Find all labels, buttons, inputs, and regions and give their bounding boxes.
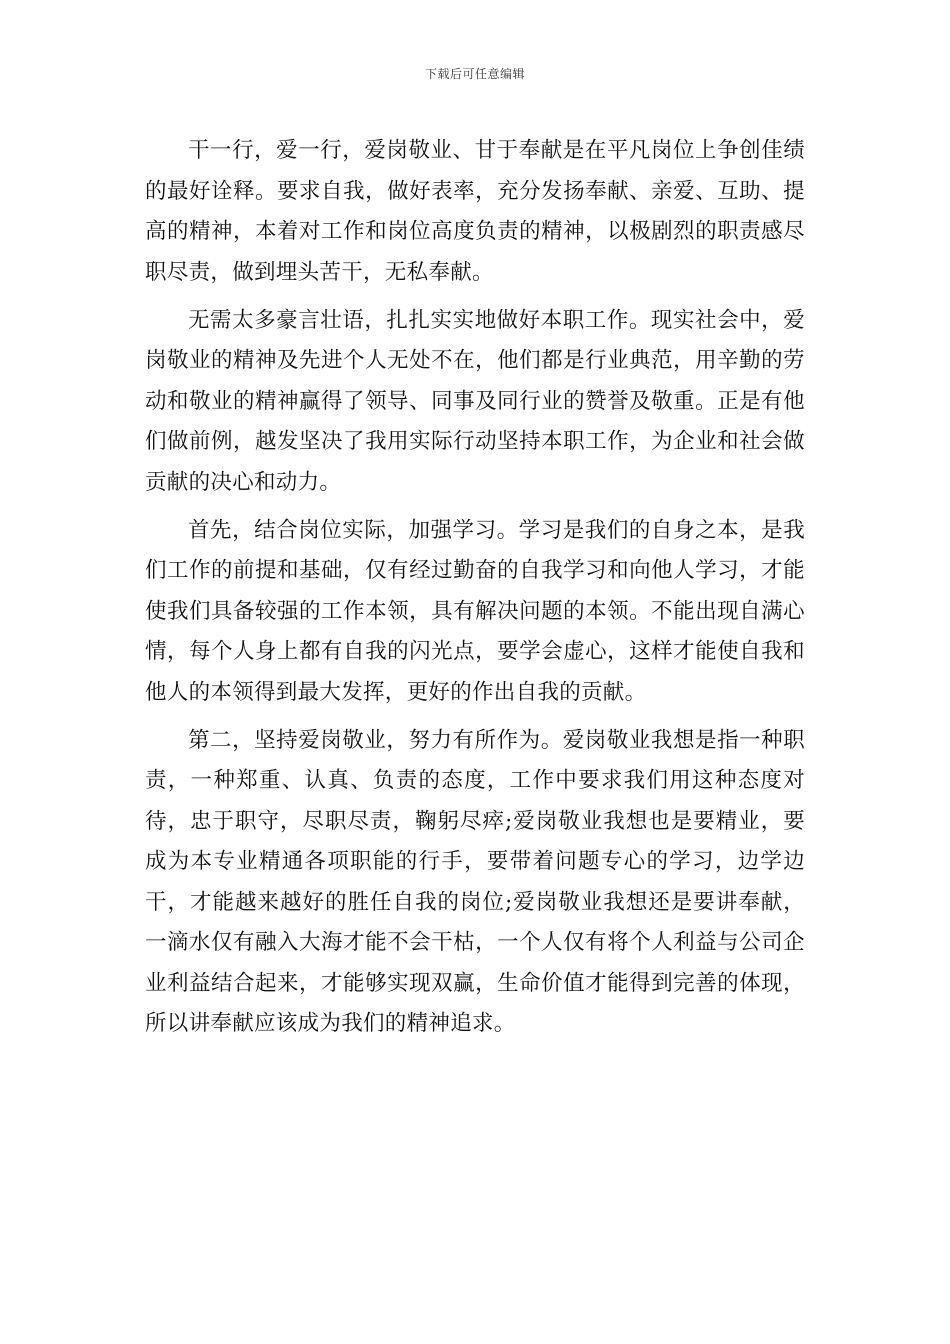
paragraph-1: 干一行，爱一行，爱岗敬业、甘于奉献是在平凡岗位上争创佳绩的最好诠释。要求自我，做好表率，充分发扬奉献、亲爱、互助、提高的精神，本着对工作和岗位高度负责的精神，以极剧烈的职责感尽职尽责，做到埋头苦干，无私奉献。: [145, 138, 805, 285]
page-header: 下载后可任意编辑: [424, 67, 525, 81]
paragraph-4: 第二，坚持爱岗敬业，努力有所作为。爱岗敬业我想是指一种职责，一种郑重、认真、负责的态度，工作中要求我们用这种态度对待，忠于职守，尽职尽责，鞠躬尽瘁;爱岗敬业我想也是要精业，要成为本专业精通各项职能的行手，要带着问题专心的学习，边学边干，才能越来越好的胜任自我的岗位;爱岗敬业我想还是要讲奉献，一滴水仅有融入大海才能不会干枯，一个人仅有将个人利益与公司企业利益结合起来，才能够实现双赢，生命价值才能得到完善的体现，所以讲奉献应该成为我们的精神追求。: [145, 727, 805, 1036]
paragraph-2: 无需太多豪言壮语，扎扎实实地做好本职工作。现实社会中，爱岗敬业的精神及先进个人无处不在，他们都是行业典范，用辛勤的劳动和敬业的精神赢得了领导、同事及同行业的赞誉及敬重。正是有他们做前例，越发坚决了我用实际行动坚持本职工作，为企业和社会做贡献的决心和动力。: [145, 307, 805, 495]
document-body: [145, 131, 805, 1052]
paragraph-3: 首先，结合岗位实际，加强学习。学习是我们的自身之本，是我们工作的前提和基础，仅有经过勤奋的自我学习和向他人学习，才能使我们具备较强的工作本领，具有解决问题的本领。不能出现自满心情，每个人身上都有自我的闪光点，要学会虚心，这样才能使自我和他人的本领得到最大发挥，更好的作出自我的贡献。: [145, 517, 805, 705]
